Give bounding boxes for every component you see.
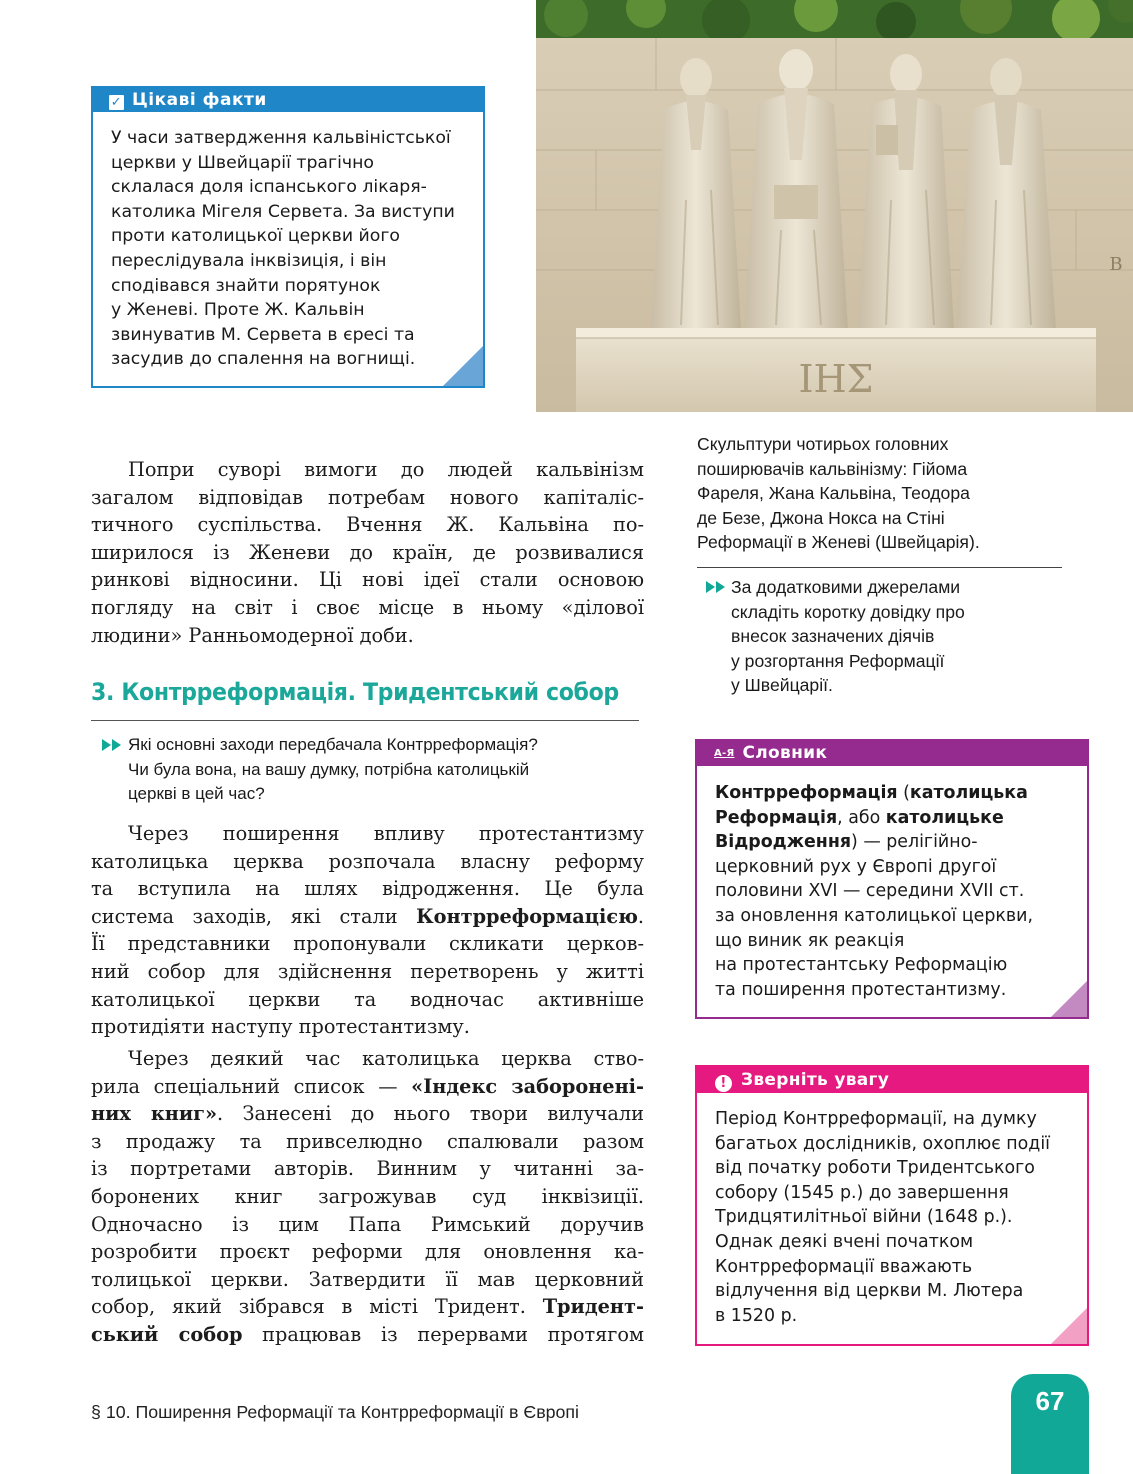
text-line: Одночасно із цим Папа Римський доручив: [91, 1212, 644, 1236]
interesting-facts-box: [91, 86, 485, 388]
section-title: 3. Контрреформація. Тридентський собор: [91, 678, 619, 706]
paragraph-counter-reformation: [91, 820, 644, 1041]
facts-title: Цікаві факти: [132, 90, 267, 110]
monogram-inscription: ΙΗΣ: [798, 357, 874, 401]
photo-caption: [697, 432, 1077, 555]
attention-line: Період Контрреформації, на думку: [715, 1109, 1037, 1129]
text-line: погляду на світ і своє місце в ньому «ділової: [91, 595, 644, 619]
attention-line: Однак деякі вчені початком: [715, 1231, 974, 1252]
dict-alt-term: католицька: [909, 783, 1028, 803]
text-line: Попри суворі вимоги до людей кальвінізм: [128, 458, 644, 481]
text-span: . Занесені до нього твори вилучали: [217, 1102, 644, 1126]
dictionary-box: [695, 739, 1089, 1019]
dict-term: Контрреформація: [715, 783, 898, 803]
attention-box: [695, 1065, 1089, 1346]
corner-triangle: [443, 346, 483, 386]
question-line: Чи була вона, на вашу думку, потрібна католицькій: [128, 759, 530, 779]
task-line: складіть коротку довідку про: [731, 601, 965, 622]
attention-line: собору (1545 р.) до завершення: [715, 1182, 1009, 1203]
caption-line: Скульптури чотирьох головних: [697, 434, 949, 454]
wall-letter: B: [1109, 254, 1123, 275]
attention-text: [697, 1093, 1087, 1328]
attention-line: в 1520 р.: [715, 1305, 798, 1326]
double-arrow-icon: [102, 739, 124, 751]
dict-alt-term: Відродження: [715, 832, 852, 853]
text-line: Її представники пропонували скликати церков-: [91, 932, 644, 956]
attention-line: відлучення від церкви М. Лютера: [715, 1281, 1024, 1302]
text-line: [91, 1321, 644, 1349]
caption-line: Фареля, Жана Кальвіна, Теодора: [697, 483, 970, 504]
facts-header: [93, 88, 483, 112]
task-line: внесок зазначених діячів: [731, 626, 935, 647]
text-line: тичного суспільства. Вчення Ж. Кальвіна по-: [91, 513, 644, 537]
dict-line: [715, 781, 1077, 806]
corner-triangle: [1051, 981, 1087, 1017]
facts-line: католика Мігеля Сервета. За виступи: [111, 201, 455, 222]
facts-line: засудив до спалення на вогнищі.: [111, 349, 416, 370]
task-line: у Швейцарії.: [731, 675, 833, 696]
dict-line: на протестантську Реформацію: [715, 955, 1008, 976]
facts-line: сподівався знайти порятунок: [111, 275, 381, 296]
facts-line: у Женеві. Проте Ж. Кальвін: [111, 300, 365, 321]
running-footer: § 10. Поширення Реформації та Контрреформації в Європі: [91, 1402, 580, 1422]
alphabet-icon: А-Я: [714, 748, 735, 759]
text-line: протидіяти наступу протестантизму.: [91, 1015, 470, 1039]
term-trident-part2: ський собор: [91, 1322, 243, 1346]
text-line: та вступила на шлях відродження. Це була: [91, 877, 644, 901]
task-line: За додатковими джерелами: [731, 577, 961, 597]
attention-title: Зверніть увагу: [741, 1070, 890, 1090]
page-number-tab: [1011, 1374, 1089, 1474]
reformation-wall-photo: [536, 0, 1133, 412]
text-span: система заходів, які стали: [91, 904, 417, 928]
exclamation-icon: !: [715, 1075, 732, 1092]
task-line: у розгортання Реформації: [731, 650, 945, 671]
dict-line: за оновлення католицької церкви,: [715, 905, 1033, 926]
page-number: 67: [1035, 1386, 1065, 1416]
checkbox-icon: ✓: [110, 95, 123, 110]
section-question: [102, 733, 642, 807]
facts-line: проти католицької церкви його: [111, 226, 400, 247]
attention-line: багатьох дослідників, охоплює події: [715, 1133, 1050, 1154]
dictionary-header: [697, 741, 1087, 766]
facts-line: склалася доля іспанського лікаря-: [111, 177, 427, 198]
facts-line: звинуватив М. Сервета в єресі та: [111, 324, 415, 345]
text-line: [91, 903, 644, 931]
text-span: .: [637, 904, 644, 928]
text-line: Через деякий час католицька церква ство-: [128, 1047, 644, 1070]
double-arrow-icon: [706, 581, 728, 593]
caption-line: поширювачів кальвінізму: Гійома: [697, 458, 968, 479]
dictionary-text: [697, 766, 1087, 1002]
paragraph-calvinism: [91, 456, 644, 649]
paragraph-index-trident: [91, 1045, 644, 1349]
text-line: [91, 1100, 644, 1128]
facts-text: [93, 112, 483, 372]
corner-triangle: [1051, 1308, 1087, 1344]
dict-alt-term: католицьке: [885, 807, 1004, 828]
term-trident-part1: Тридент-: [542, 1295, 644, 1319]
dict-line: [715, 806, 1077, 831]
question-line: Які основні заходи передбачала Контрреформація?: [128, 735, 538, 754]
text-line: толицької церкви. Затвердити її мав церковний: [91, 1267, 644, 1291]
text-span: , або: [837, 807, 886, 828]
caption-line: де Безе, Джона Нокса на Стіні: [697, 507, 945, 528]
text-span: (: [897, 783, 910, 803]
text-line: із портретами авторів. Винним у читанні за-: [91, 1157, 644, 1181]
dictionary-title: Словник: [742, 743, 828, 763]
facts-line: церкви у Швейцарії трагічно: [111, 152, 374, 173]
text-line: з продажу та привселюдно спалювали разом: [91, 1129, 644, 1153]
text-line: загалом відповідав потребам нового капіталіс-: [91, 485, 644, 509]
caption-task: [706, 575, 1086, 698]
text-span: рила спеціальний список —: [91, 1074, 412, 1098]
text-line: ширилося із Женеви до країн, де розвивалися: [91, 540, 644, 564]
attention-line: Тридцятилітньої війни (1648 р.).: [715, 1207, 1013, 1228]
dict-line: половини XVI — середини XVII ст.: [715, 881, 1025, 902]
facts-line: переслідувала інквізиція, і він: [111, 250, 387, 271]
term-index-part1: «Індекс заборонені-: [411, 1074, 645, 1098]
attention-header: [697, 1067, 1087, 1093]
text-line: розробити проєкт реформи для оновлення ка-: [91, 1240, 644, 1264]
question-line: церкві в цей час?: [128, 784, 265, 803]
facts-line: У часи затвердження кальвіністської: [111, 128, 451, 148]
text-span: працював із перервами протягом: [242, 1322, 644, 1346]
term-counter-reformation: Контрреформацією: [416, 904, 638, 928]
dict-line: та поширення протестантизму.: [715, 979, 1007, 1000]
caption-line: Реформації в Женеві (Швейцарія).: [697, 532, 980, 553]
dict-line: що виник як реакція: [715, 930, 905, 951]
text-line: боронених книг загрожував суд інквізиції.: [91, 1184, 644, 1208]
text-line: ринкові відносини. Ці нові ідеї стали основою: [91, 568, 644, 592]
text-line: католицька церква розпочала власну реформу: [91, 849, 644, 873]
text-span: собор, який зібрався в місті Тридент.: [91, 1295, 543, 1319]
term-index-part2: них книг»: [91, 1102, 218, 1126]
attention-line: від початку роботи Тридентського: [715, 1158, 1035, 1179]
text-line: [91, 1293, 644, 1321]
dict-line: церковний рух у Європі другої: [715, 856, 997, 877]
dict-line: [715, 830, 1077, 855]
text-line: людини» Ранньомодерної доби.: [91, 623, 414, 647]
text-line: ний собор для здійснення перетворень у житті: [91, 959, 644, 983]
attention-line: Контрреформації вважають: [715, 1256, 973, 1277]
title-divider: [91, 720, 639, 721]
text-line: Через поширення впливу протестантизму: [128, 822, 644, 845]
text-line: католицької церкви та водночас активніше: [91, 987, 644, 1011]
caption-divider: [697, 567, 1062, 568]
dict-alt-term: Реформація: [715, 807, 838, 828]
text-span: ) — релігійно-: [851, 832, 978, 853]
text-line: [91, 1073, 644, 1101]
